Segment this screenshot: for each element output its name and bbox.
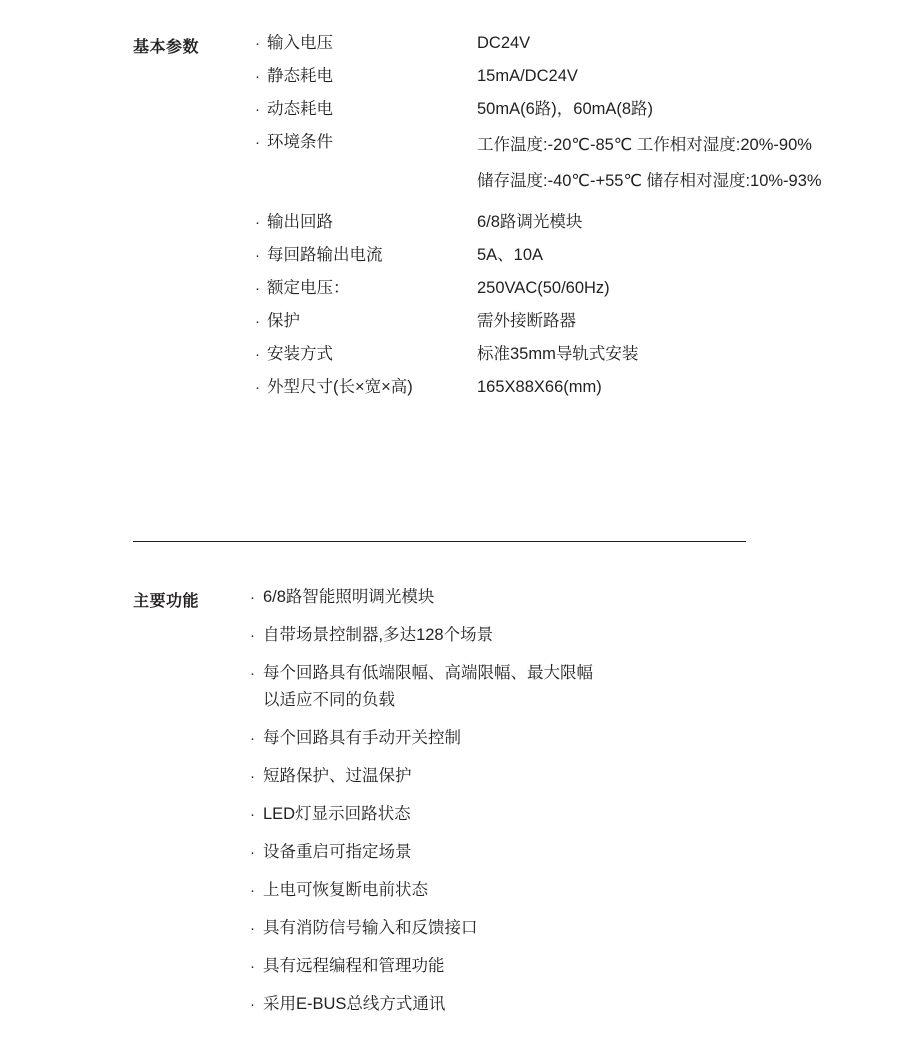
list-item bbox=[250, 801, 900, 828]
feature-text: 采用E-BUS总线方式通讯 bbox=[263, 995, 446, 1013]
spec-value: 工作温度:-20℃-85℃ bbox=[477, 136, 633, 154]
spec-value: 标准35mm导轨式安装 bbox=[477, 345, 639, 363]
feature-text-line2: 以适应不同的负载 bbox=[263, 691, 395, 709]
spec-label: 静态耗电 bbox=[267, 67, 333, 85]
spec-row bbox=[255, 61, 895, 92]
spec-values bbox=[477, 28, 895, 59]
feature-text: 具有远程编程和管理功能 bbox=[263, 957, 445, 975]
spec-value: 储存温度:-40℃-+55℃ bbox=[477, 172, 642, 190]
bullet-icon: · bbox=[250, 958, 255, 975]
spec-value: 50mA(6路)，60mA(8路) bbox=[477, 100, 654, 118]
spec-values bbox=[477, 240, 895, 271]
spec-value: 储存相对湿度:10%-93% bbox=[646, 172, 822, 190]
basic-parameters-title: 基本参数 bbox=[133, 39, 200, 56]
bullet-icon: · bbox=[250, 768, 255, 785]
spec-values bbox=[477, 127, 895, 199]
spec-value: DC24V bbox=[477, 34, 531, 52]
spec-label: 输出回路 bbox=[267, 213, 333, 231]
main-functions-title: 主要功能 bbox=[133, 593, 200, 610]
spec-row bbox=[255, 372, 895, 403]
bullet-icon: · bbox=[255, 214, 260, 231]
feature-text-line1: 每个回路具有低端限幅、高端限幅、最大限幅 bbox=[263, 664, 593, 682]
bullet-icon: · bbox=[250, 589, 255, 606]
feature-text: 设备重启可指定场景 bbox=[263, 843, 412, 861]
spec-value: 165X88X66(mm) bbox=[477, 378, 602, 396]
spec-label: 额定电压： bbox=[267, 279, 350, 297]
bullet-icon: · bbox=[255, 379, 260, 396]
spec-value: 5A、10A bbox=[477, 246, 544, 264]
list-item bbox=[250, 953, 900, 980]
bullet-icon: · bbox=[255, 68, 260, 85]
bullet-icon: · bbox=[250, 882, 255, 899]
spec-value: 工作相对湿度:20%-90% bbox=[636, 136, 812, 154]
bullet-icon: · bbox=[255, 35, 260, 52]
spec-label: 安装方式 bbox=[267, 345, 333, 363]
spec-values bbox=[477, 273, 895, 304]
feature-text: 6/8路智能照明调光模块 bbox=[263, 588, 435, 606]
bullet-icon: · bbox=[255, 134, 260, 151]
bullet-icon: · bbox=[250, 920, 255, 937]
spec-row bbox=[255, 94, 895, 125]
bullet-icon: · bbox=[250, 665, 255, 682]
section-divider bbox=[133, 541, 746, 542]
list-item bbox=[250, 660, 900, 714]
spec-label: 输入电压 bbox=[267, 34, 333, 52]
spec-label: 保护 bbox=[267, 312, 300, 330]
spec-row bbox=[255, 28, 895, 59]
spec-label: 每回路输出电流 bbox=[267, 246, 383, 264]
bullet-icon: · bbox=[250, 996, 255, 1013]
spec-values bbox=[477, 306, 895, 337]
spec-value: 15mA/DC24V bbox=[477, 67, 578, 85]
spec-row bbox=[255, 127, 895, 199]
feature-text: 每个回路具有手动开关控制 bbox=[263, 729, 461, 747]
list-item bbox=[250, 725, 900, 752]
list-item bbox=[250, 991, 900, 1018]
bullet-icon: · bbox=[255, 247, 260, 264]
basic-parameters-list bbox=[255, 28, 895, 405]
spec-row bbox=[255, 339, 895, 370]
bullet-icon: · bbox=[250, 806, 255, 823]
bullet-icon: · bbox=[250, 627, 255, 644]
spec-value: 需外接断路器 bbox=[477, 312, 576, 330]
feature-text: 短路保护、过温保护 bbox=[263, 767, 412, 785]
spec-row bbox=[255, 306, 895, 337]
spec-row bbox=[255, 273, 895, 304]
spec-values bbox=[477, 61, 895, 92]
feature-text: 具有消防信号输入和反馈接口 bbox=[263, 919, 478, 937]
feature-text: 自带场景控制器,多达128个场景 bbox=[263, 626, 494, 644]
list-item bbox=[250, 839, 900, 866]
spec-row bbox=[255, 207, 895, 238]
spec-value: 250VAC(50/60Hz) bbox=[477, 279, 610, 297]
list-item bbox=[250, 877, 900, 904]
list-item bbox=[250, 763, 900, 790]
feature-text: LED灯显示回路状态 bbox=[263, 805, 411, 823]
spec-values bbox=[477, 372, 895, 403]
feature-text bbox=[263, 660, 593, 714]
main-functions-list bbox=[250, 584, 900, 1029]
bullet-icon: · bbox=[250, 730, 255, 747]
list-item bbox=[250, 622, 900, 649]
spec-label: 环境条件 bbox=[267, 133, 333, 151]
spec-value: 6/8路调光模块 bbox=[477, 213, 583, 231]
list-item bbox=[250, 915, 900, 942]
bullet-icon: · bbox=[250, 844, 255, 861]
spec-values bbox=[477, 207, 895, 238]
spec-row bbox=[255, 240, 895, 271]
feature-text: 上电可恢复断电前状态 bbox=[263, 881, 428, 899]
list-item bbox=[250, 584, 900, 611]
bullet-icon: · bbox=[255, 346, 260, 363]
spec-values bbox=[477, 94, 895, 125]
spec-label: 动态耗电 bbox=[267, 100, 333, 118]
spec-values bbox=[477, 339, 895, 370]
bullet-icon: · bbox=[255, 313, 260, 330]
bullet-icon: · bbox=[255, 280, 260, 297]
spec-label: 外型尺寸(长×宽×高) bbox=[267, 378, 413, 396]
bullet-icon: · bbox=[255, 101, 260, 118]
